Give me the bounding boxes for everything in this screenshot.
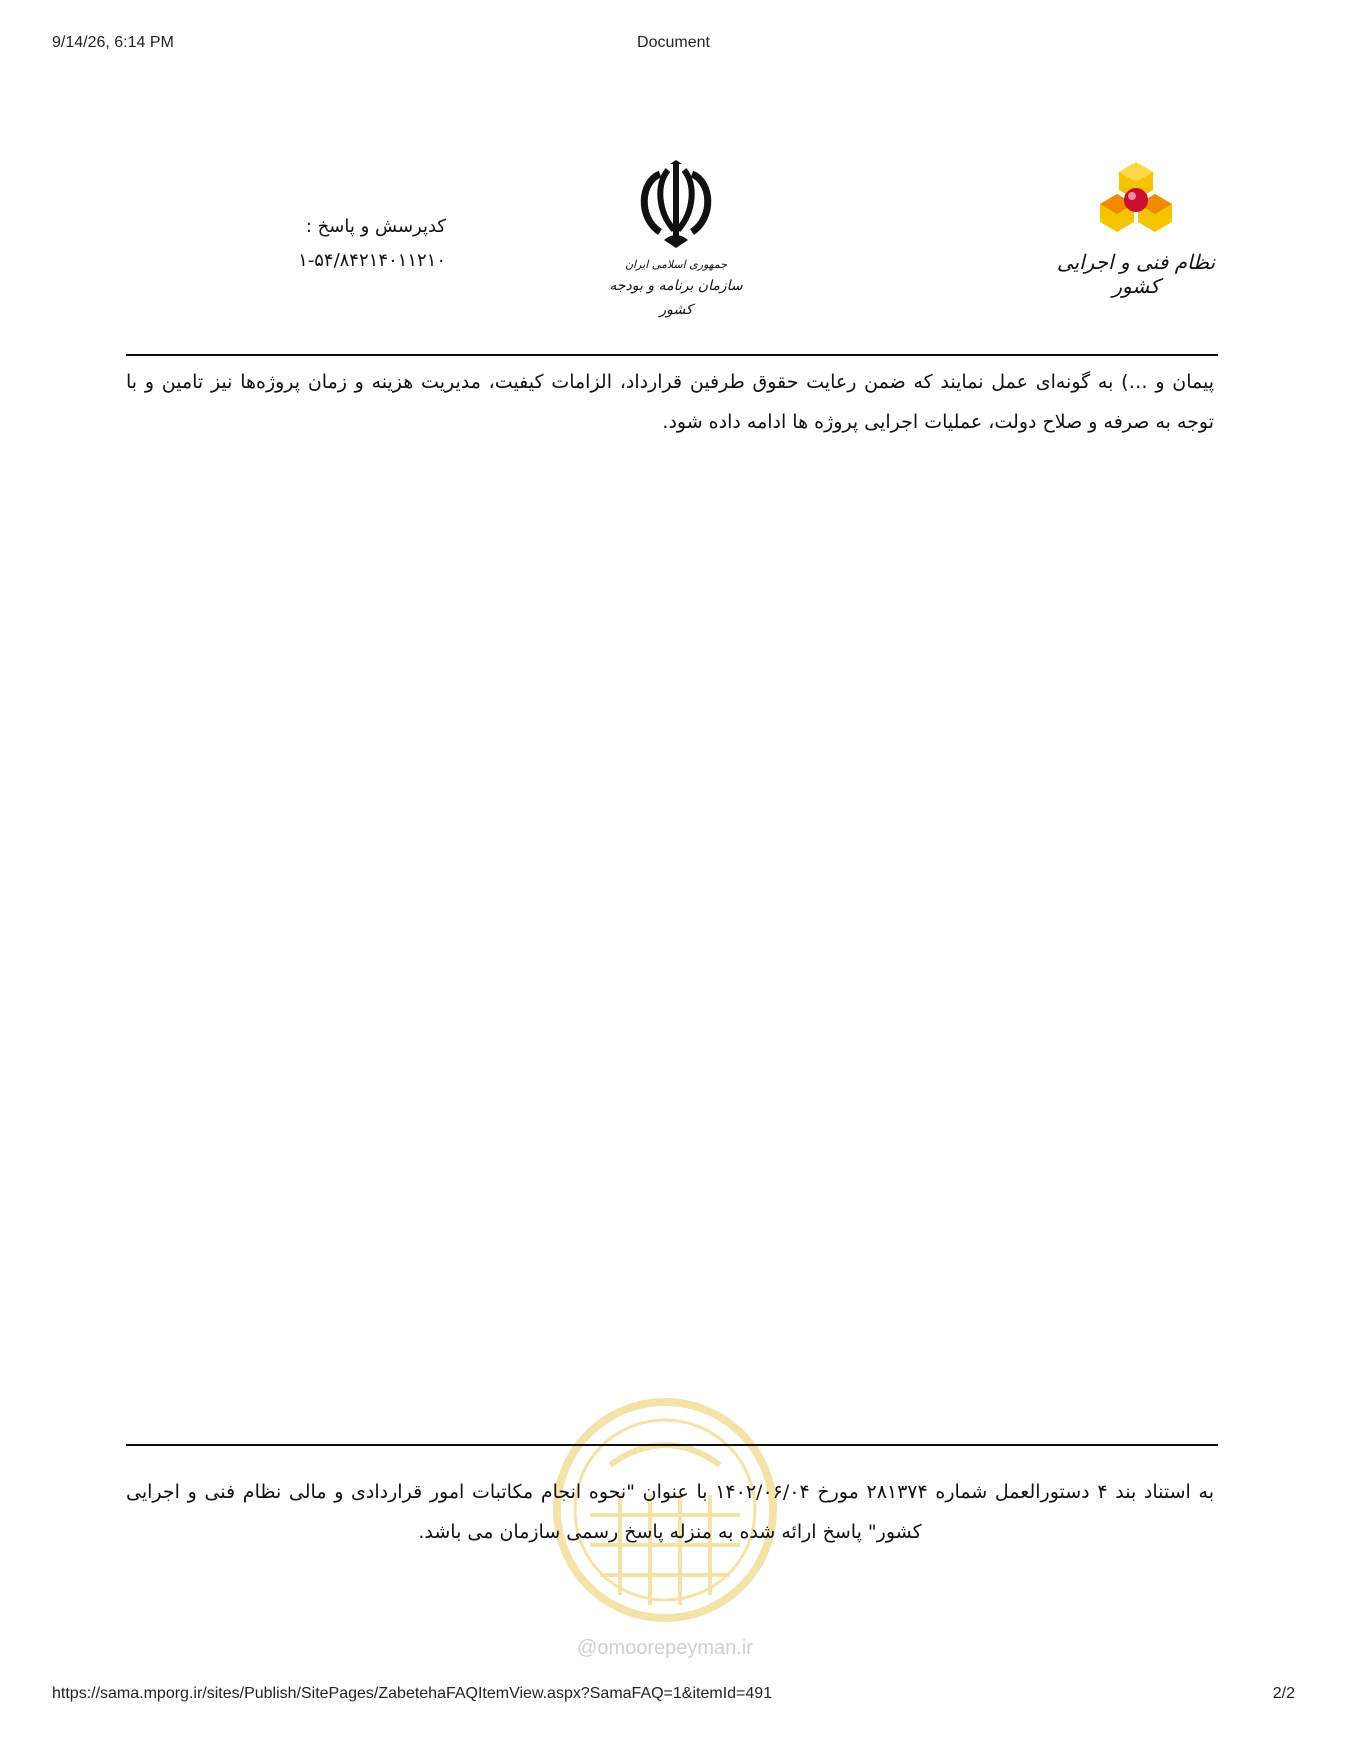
inquiry-code-block <box>251 210 446 278</box>
print-doc-title: Document <box>637 34 710 51</box>
page-number: 2/2 <box>1272 1685 1295 1702</box>
org-logo <box>1056 160 1216 310</box>
org-name: نظام فنی و اجرایی کشور <box>1056 250 1216 298</box>
emblem-caption-line2: سازمان برنامه و بودجه کشور <box>609 278 743 318</box>
print-header <box>52 34 1295 56</box>
print-footer <box>52 1685 1295 1707</box>
iran-emblem-icon <box>630 160 722 252</box>
watermark-site: @omoorepeyman.ir <box>577 1637 753 1659</box>
print-datetime: 9/14/26, 6:14 PM <box>52 34 174 51</box>
org-cubes-logo-icon <box>1091 160 1181 240</box>
footer-divider <box>126 1444 1218 1446</box>
official-reply-note: به استناد بند ۴ دستورالعمل شماره ۲۸۱۳۷۴ مورخ ۱۴۰۲/۰۶/۰۴ با عنوان "نحوه انجام مکاتبات امور قراردادی و مالی نظام فنی و اجرایی کشور" پاسخ ارائه شده به منزله پاسخ رسمی سازمان می باشد. <box>126 1481 1214 1543</box>
body-paragraph: پیمان و …) به گونه‌ای عمل نمایند که ضمن رعایت حقوق طرفین قرارداد، الزامات کیفیت، مدیریت هزینه و زمان پروژه‌ها نیز تامین و با توجه به صرفه و صلاح دولت، عملیات اجرایی پروژه ها ادامه داده شود. <box>126 371 1214 433</box>
state-emblem <box>606 160 746 318</box>
emblem-caption-line1: جمهوری اسلامی ایران <box>624 258 728 271</box>
source-url: https://sama.mporg.ir/sites/Publish/SitePages/ZabetehaFAQItemView.aspx?SamaFAQ=1&itemId=491 <box>52 1685 773 1702</box>
letterhead <box>126 150 1216 320</box>
inquiry-code-value: ۱-۵۴/۸۴۲۱۴۰۱۱۲۱۰ <box>298 250 446 271</box>
header-divider <box>126 354 1218 356</box>
inquiry-code-label: کدپرسش و پاسخ : <box>305 216 446 237</box>
